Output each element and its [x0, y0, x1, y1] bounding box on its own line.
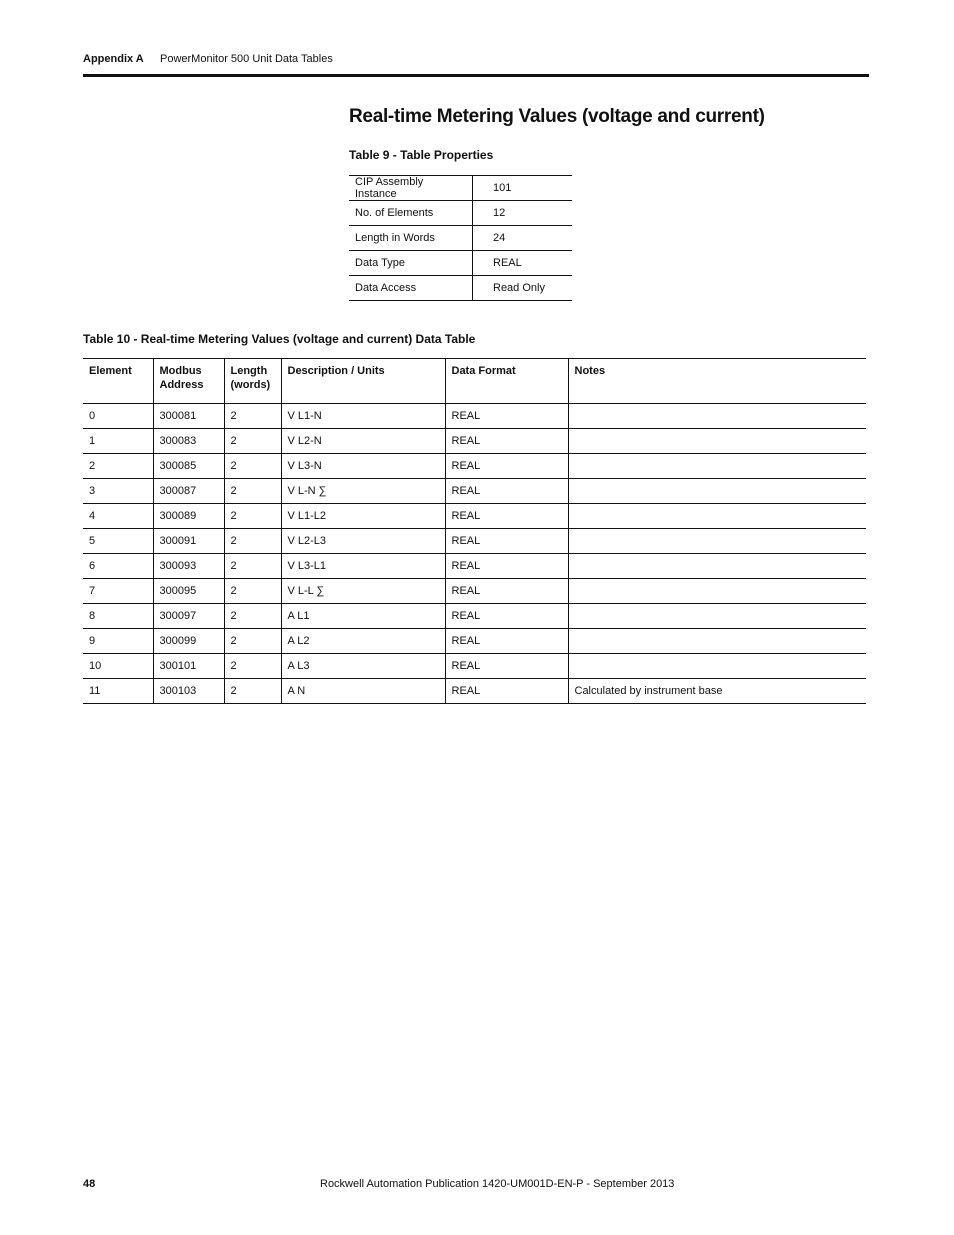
table-row: [83, 429, 866, 454]
length-cell: 2: [224, 529, 281, 554]
modbus-address-cell: 300101: [153, 654, 224, 679]
length-cell: 2: [224, 604, 281, 629]
description-cell: A N: [281, 679, 445, 704]
notes-cell: [568, 479, 866, 504]
data-format-cell: REAL: [445, 579, 568, 604]
property-name: Length in Words: [349, 226, 473, 251]
notes-cell: [568, 454, 866, 479]
element-cell: 3: [83, 479, 153, 504]
table-row: [83, 479, 866, 504]
notes-cell: Calculated by instrument base: [574, 685, 723, 697]
element-cell: 11: [83, 679, 153, 704]
property-name: CIP Assembly Instance: [349, 176, 473, 201]
column-header-data-format: Data Format: [445, 359, 568, 404]
column-header-description: Description / Units: [281, 359, 445, 404]
section-title: Real-time Metering Values (voltage and current): [349, 106, 765, 127]
notes-cell: [568, 579, 866, 604]
data-format-cell: REAL: [445, 604, 568, 629]
modbus-address-cell: 300081: [153, 404, 224, 429]
table-row: [349, 201, 572, 226]
table-row: [83, 404, 866, 429]
property-value: 12: [473, 201, 573, 226]
data-format-cell: REAL: [445, 404, 568, 429]
data-format-cell: REAL: [445, 629, 568, 654]
table-header-row: [83, 359, 866, 404]
notes-cell: [568, 504, 866, 529]
property-name: Data Type: [349, 251, 473, 276]
table-row: [83, 504, 866, 529]
data-format-cell: REAL: [445, 479, 568, 504]
property-name: No. of Elements: [349, 201, 473, 226]
length-cell: 2: [224, 629, 281, 654]
property-value: 24: [473, 226, 573, 251]
description-cell: V L1-L2: [281, 504, 445, 529]
length-cell: 2: [224, 654, 281, 679]
running-header: [83, 53, 869, 65]
header-chapter-title: PowerMonitor 500 Unit Data Tables: [160, 53, 333, 65]
description-cell: V L1-N: [281, 404, 445, 429]
table-properties: [349, 175, 572, 301]
modbus-address-cell: 300087: [153, 479, 224, 504]
modbus-address-cell: 300085: [153, 454, 224, 479]
table-9-caption: Table 9 - Table Properties: [349, 148, 494, 162]
element-cell: 2: [83, 454, 153, 479]
length-cell: 2: [224, 504, 281, 529]
description-cell: V L3-L1: [281, 554, 445, 579]
table-row: [83, 604, 866, 629]
column-header-notes: Notes: [568, 359, 866, 404]
description-cell: V L2-L3: [281, 529, 445, 554]
notes-cell: [568, 404, 866, 429]
table-row: [349, 276, 572, 301]
element-cell: 5: [83, 529, 153, 554]
table-row: [83, 454, 866, 479]
element-cell: 1: [83, 429, 153, 454]
description-cell: V L2-N: [281, 429, 445, 454]
element-cell: 6: [83, 554, 153, 579]
data-format-cell: REAL: [445, 454, 568, 479]
modbus-address-cell: 300103: [153, 679, 224, 704]
length-cell: 2: [224, 579, 281, 604]
page-number: 48: [83, 1178, 96, 1190]
column-header-element: Element: [83, 359, 153, 404]
element-cell: 0: [83, 404, 153, 429]
modbus-address-cell: 300091: [153, 529, 224, 554]
table-row: [83, 554, 866, 579]
modbus-address-cell: 300083: [153, 429, 224, 454]
property-value: REAL: [473, 251, 573, 276]
description-cell: A L2: [281, 629, 445, 654]
table-row: [83, 529, 866, 554]
table-row: [83, 654, 866, 679]
modbus-address-cell: 300095: [153, 579, 224, 604]
notes-cell: [568, 429, 866, 454]
table-body: [83, 404, 866, 704]
table-row: [83, 579, 866, 604]
data-format-cell: REAL: [445, 529, 568, 554]
length-cell: 2: [224, 479, 281, 504]
table-row: [349, 226, 572, 251]
column-header-length: Length (words): [224, 359, 281, 404]
data-format-cell: REAL: [445, 504, 568, 529]
metering-data-table: [83, 358, 866, 704]
length-cell: 2: [224, 429, 281, 454]
header-appendix: Appendix A: [83, 53, 144, 65]
column-header-modbus-address: Modbus Address: [153, 359, 224, 404]
data-format-cell: REAL: [445, 554, 568, 579]
table-row: [83, 629, 866, 654]
modbus-address-cell: 300093: [153, 554, 224, 579]
property-name: Data Access: [349, 276, 473, 301]
length-cell: 2: [224, 679, 281, 704]
table-10-caption: Table 10 - Real-time Metering Values (voltage and current) Data Table: [83, 332, 476, 346]
notes-cell: [568, 554, 866, 579]
table-row: [349, 176, 572, 201]
description-cell: V L-L ∑: [281, 579, 445, 604]
element-cell: 4: [83, 504, 153, 529]
modbus-address-cell: 300099: [153, 629, 224, 654]
data-format-cell: REAL: [445, 429, 568, 454]
notes-cell: [568, 654, 866, 679]
description-cell: A L3: [281, 654, 445, 679]
element-cell: 8: [83, 604, 153, 629]
publication-info: Rockwell Automation Publication 1420-UM001D-EN-P - September 2013: [320, 1178, 675, 1190]
description-cell: V L3-N: [281, 454, 445, 479]
data-format-cell: REAL: [445, 654, 568, 679]
table-row: [349, 251, 572, 276]
element-cell: 7: [83, 579, 153, 604]
notes-cell: [568, 529, 866, 554]
property-value: Read Only: [493, 282, 545, 294]
modbus-address-cell: 300089: [153, 504, 224, 529]
data-format-cell: REAL: [445, 679, 568, 704]
table-row: [83, 679, 866, 704]
length-cell: 2: [224, 554, 281, 579]
description-cell: V L-N ∑: [281, 479, 445, 504]
description-cell: A L1: [281, 604, 445, 629]
length-cell: 2: [224, 404, 281, 429]
element-cell: 9: [83, 629, 153, 654]
modbus-address-cell: 300097: [153, 604, 224, 629]
header-rule: [83, 74, 869, 77]
property-value: 101: [473, 176, 573, 201]
element-cell: 10: [83, 654, 153, 679]
notes-cell: [568, 629, 866, 654]
length-cell: 2: [224, 454, 281, 479]
notes-cell: [568, 604, 866, 629]
